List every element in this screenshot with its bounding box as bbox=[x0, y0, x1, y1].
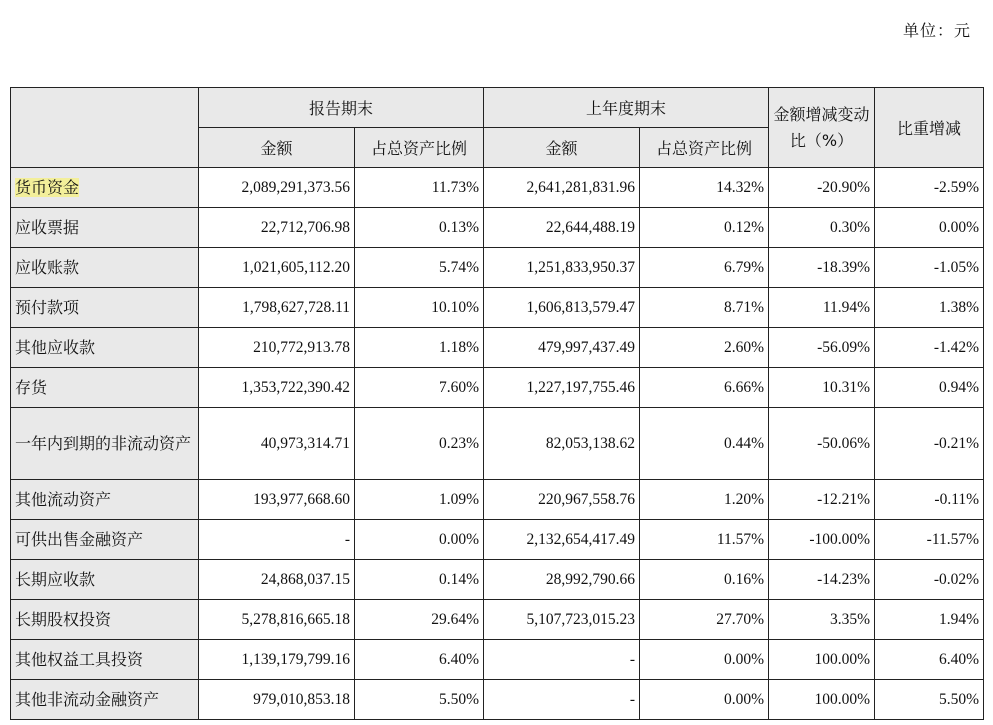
table-row bbox=[11, 168, 984, 208]
current-amount: 24,868,037.15 bbox=[199, 560, 355, 600]
table-row bbox=[11, 640, 984, 680]
change-ratio: -18.39% bbox=[769, 248, 875, 288]
prior-share: 11.57% bbox=[640, 520, 769, 560]
change-ratio: 10.31% bbox=[769, 368, 875, 408]
current-share: 6.40% bbox=[355, 640, 484, 680]
weight-change: 1.94% bbox=[875, 600, 984, 640]
weight-change: -0.02% bbox=[875, 560, 984, 600]
weight-change: 0.94% bbox=[875, 368, 984, 408]
prior-amount: 22,644,488.19 bbox=[484, 208, 640, 248]
header-current-period: 报告期末 bbox=[199, 88, 484, 128]
prior-amount: - bbox=[484, 680, 640, 720]
prior-amount: 1,227,197,755.46 bbox=[484, 368, 640, 408]
current-amount: 193,977,668.60 bbox=[199, 480, 355, 520]
change-ratio: -100.00% bbox=[769, 520, 875, 560]
prior-share: 0.00% bbox=[640, 640, 769, 680]
table-row bbox=[11, 480, 984, 520]
change-ratio: -12.21% bbox=[769, 480, 875, 520]
change-ratio: 11.94% bbox=[769, 288, 875, 328]
current-share: 0.00% bbox=[355, 520, 484, 560]
weight-change: -2.59% bbox=[875, 168, 984, 208]
current-share: 0.14% bbox=[355, 560, 484, 600]
current-share: 7.60% bbox=[355, 368, 484, 408]
prior-share: 6.79% bbox=[640, 248, 769, 288]
change-ratio: -56.09% bbox=[769, 328, 875, 368]
current-share: 11.73% bbox=[355, 168, 484, 208]
header-weight-change: 比重增减 bbox=[875, 88, 984, 168]
current-share: 5.74% bbox=[355, 248, 484, 288]
table-row bbox=[11, 248, 984, 288]
weight-change: -1.42% bbox=[875, 328, 984, 368]
header-row-1 bbox=[11, 88, 984, 128]
prior-amount: 1,606,813,579.47 bbox=[484, 288, 640, 328]
change-ratio: 100.00% bbox=[769, 640, 875, 680]
current-amount: 40,973,314.71 bbox=[199, 408, 355, 480]
row-label: 预付款项 bbox=[11, 288, 199, 328]
change-ratio: -50.06% bbox=[769, 408, 875, 480]
table-row bbox=[11, 560, 984, 600]
prior-amount: 1,251,833,950.37 bbox=[484, 248, 640, 288]
row-label: 存货 bbox=[11, 368, 199, 408]
row-label: 其他权益工具投资 bbox=[11, 640, 199, 680]
change-ratio: 0.30% bbox=[769, 208, 875, 248]
weight-change: 1.38% bbox=[875, 288, 984, 328]
table-row bbox=[11, 208, 984, 248]
prior-amount: 220,967,558.76 bbox=[484, 480, 640, 520]
header-prior-share: 占总资产比例 bbox=[640, 128, 769, 168]
balance-sheet-table bbox=[10, 87, 984, 720]
highlighted-label: 货币资金 bbox=[15, 177, 80, 197]
change-ratio: -20.90% bbox=[769, 168, 875, 208]
row-label: 一年内到期的非流动资产 bbox=[11, 408, 199, 480]
prior-share: 0.12% bbox=[640, 208, 769, 248]
current-amount: 210,772,913.78 bbox=[199, 328, 355, 368]
change-ratio: 100.00% bbox=[769, 680, 875, 720]
prior-share: 8.71% bbox=[640, 288, 769, 328]
prior-share: 6.66% bbox=[640, 368, 769, 408]
header-prior-period: 上年度期末 bbox=[484, 88, 769, 128]
table-row bbox=[11, 680, 984, 720]
prior-amount: 2,132,654,417.49 bbox=[484, 520, 640, 560]
header-change-ratio: 金额增减变动比（%） bbox=[769, 88, 875, 168]
header-current-amount: 金额 bbox=[199, 128, 355, 168]
weight-change: -0.21% bbox=[875, 408, 984, 480]
row-label: 长期应收款 bbox=[11, 560, 199, 600]
weight-change: -1.05% bbox=[875, 248, 984, 288]
table-row bbox=[11, 368, 984, 408]
header-prior-amount: 金额 bbox=[484, 128, 640, 168]
weight-change: -11.57% bbox=[875, 520, 984, 560]
prior-amount: - bbox=[484, 640, 640, 680]
row-label: 长期股权投资 bbox=[11, 600, 199, 640]
table-row bbox=[11, 328, 984, 368]
row-label: 其他非流动金融资产 bbox=[11, 680, 199, 720]
prior-amount: 28,992,790.66 bbox=[484, 560, 640, 600]
change-ratio: -14.23% bbox=[769, 560, 875, 600]
current-share: 5.50% bbox=[355, 680, 484, 720]
row-label bbox=[11, 168, 199, 208]
table-row bbox=[11, 408, 984, 480]
row-label: 应收票据 bbox=[11, 208, 199, 248]
row-label: 应收账款 bbox=[11, 248, 199, 288]
prior-share: 27.70% bbox=[640, 600, 769, 640]
prior-share: 0.00% bbox=[640, 680, 769, 720]
current-amount: 1,139,179,799.16 bbox=[199, 640, 355, 680]
row-label: 其他应收款 bbox=[11, 328, 199, 368]
current-share: 1.09% bbox=[355, 480, 484, 520]
prior-share: 0.44% bbox=[640, 408, 769, 480]
prior-amount: 82,053,138.62 bbox=[484, 408, 640, 480]
header-corner bbox=[11, 88, 199, 168]
current-amount: - bbox=[199, 520, 355, 560]
prior-amount: 479,997,437.49 bbox=[484, 328, 640, 368]
weight-change: -0.11% bbox=[875, 480, 984, 520]
current-share: 0.13% bbox=[355, 208, 484, 248]
current-share: 0.23% bbox=[355, 408, 484, 480]
prior-share: 1.20% bbox=[640, 480, 769, 520]
prior-amount: 2,641,281,831.96 bbox=[484, 168, 640, 208]
current-share: 1.18% bbox=[355, 328, 484, 368]
prior-share: 14.32% bbox=[640, 168, 769, 208]
table-row bbox=[11, 288, 984, 328]
current-share: 29.64% bbox=[355, 600, 484, 640]
table-row bbox=[11, 600, 984, 640]
table-row bbox=[11, 520, 984, 560]
current-amount: 1,798,627,728.11 bbox=[199, 288, 355, 328]
current-amount: 979,010,853.18 bbox=[199, 680, 355, 720]
change-ratio: 3.35% bbox=[769, 600, 875, 640]
current-share: 10.10% bbox=[355, 288, 484, 328]
current-amount: 2,089,291,373.56 bbox=[199, 168, 355, 208]
current-amount: 22,712,706.98 bbox=[199, 208, 355, 248]
prior-share: 2.60% bbox=[640, 328, 769, 368]
row-label: 其他流动资产 bbox=[11, 480, 199, 520]
current-amount: 1,021,605,112.20 bbox=[199, 248, 355, 288]
current-amount: 1,353,722,390.42 bbox=[199, 368, 355, 408]
unit-label: 单位：元 bbox=[902, 21, 971, 40]
table-body bbox=[11, 168, 984, 720]
header-current-share: 占总资产比例 bbox=[355, 128, 484, 168]
prior-amount: 5,107,723,015.23 bbox=[484, 600, 640, 640]
weight-change: 6.40% bbox=[875, 640, 984, 680]
weight-change: 5.50% bbox=[875, 680, 984, 720]
current-amount: 5,278,816,665.18 bbox=[199, 600, 355, 640]
weight-change: 0.00% bbox=[875, 208, 984, 248]
row-label: 可供出售金融资产 bbox=[11, 520, 199, 560]
prior-share: 0.16% bbox=[640, 560, 769, 600]
